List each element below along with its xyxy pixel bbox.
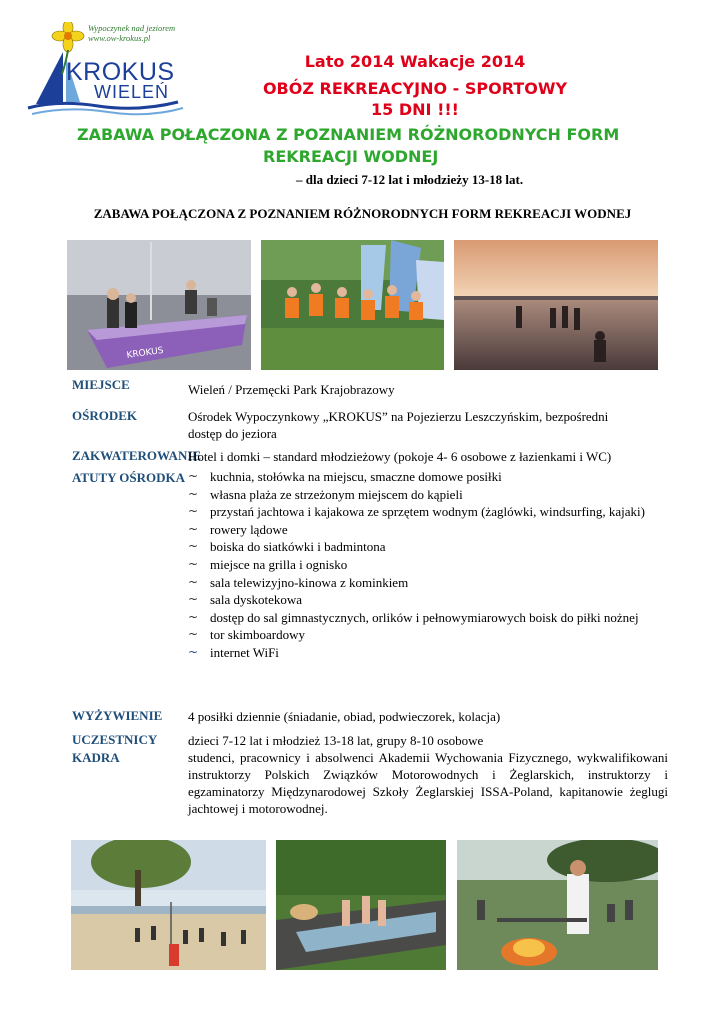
list-item: ~ sala telewizyjno-kinowa z kominkiem: [188, 574, 409, 590]
photo-sunset-lake: [454, 240, 658, 370]
heading-green-line2: REKREACJI WODNEJ: [263, 147, 439, 166]
logo-tagline: Wypoczynek nad jeziorem: [88, 23, 176, 33]
tilde-bullet-icon: ~: [188, 556, 199, 571]
photo-sailboat: [67, 240, 251, 370]
tilde-bullet-icon: ~: [188, 592, 199, 607]
logo-city: WIELEŃ: [94, 82, 170, 102]
svg-text:KROKUS: KROKUS: [126, 345, 165, 361]
tilde-bullet-icon: ~: [188, 644, 199, 659]
label-miejsce: MIEJSCE: [72, 377, 130, 392]
value-osrodek-line2: dostęp do jeziora: [188, 426, 277, 441]
amenities-list: [188, 468, 668, 662]
list-item: ~ rowery lądowe: [188, 521, 288, 537]
photo-beach-volleyball: [71, 840, 266, 970]
label-atuty: ATUTY OŚRODKA: [72, 470, 186, 485]
label-wyzywienie: WYŻYWIENIE: [72, 708, 163, 723]
age-range-subtitle: – dla dzieci 7-12 lat i młodzieży 13-18 lat.: [296, 172, 524, 187]
label-zakwaterowanie: ZAKWATEROWANIE: [72, 448, 202, 463]
photo-campfire-bbq: [457, 840, 658, 970]
list-item: ~ miejsce na grilla i ognisko: [188, 556, 348, 572]
list-item: ~ sala dyskotekowa: [188, 592, 303, 608]
label-uczestnicy: UCZESTNICY: [72, 732, 158, 747]
logo-brand: KROKUS: [66, 58, 175, 86]
tilde-bullet-icon: ~: [188, 539, 199, 554]
list-item: ~ tor skimboardowy: [188, 627, 305, 643]
list-item: ~ internet WiFi: [188, 644, 279, 660]
value-miejsce: Wieleń / Przemęcki Park Krajobrazowy: [188, 382, 395, 397]
tilde-bullet-icon: ~: [188, 469, 199, 483]
heading-camp-type: OBÓZ REKREACYJNO - SPORTOWY: [262, 79, 568, 98]
tilde-bullet-icon: ~: [188, 504, 199, 519]
photo-skimboard-track: [276, 840, 446, 970]
value-kadra: studenci, pracownicy i absolwenci Akademii Wychowania Fizycznego, wykwalifikowani instruktorzy Polskich Związków Motorowodnych i Żeglarskich, instruktorzy i egzaminatorzy Międzynarodowej Szkoły Żeglarskiej ISSA-Poland, kapitanowie żeglugi jachtowej i motorowodnej.: [188, 750, 668, 816]
label-kadra: KADRA: [72, 750, 120, 765]
value-osrodek-line1: Ośrodek Wypoczynkowy „KROKUS” na Pojezierzu Leszczyńskim, bezpośredni: [188, 409, 609, 424]
tilde-bullet-icon: ~: [188, 486, 199, 501]
tilde-bullet-icon: ~: [188, 609, 199, 624]
value-wyzywienie: 4 posiłki dziennie (śniadanie, obiad, podwieczorek, kolacja): [188, 709, 501, 724]
list-item: ~ własna plaża ze strzeżonym miejscem do kąpieli: [188, 486, 463, 502]
photo-group-lifejackets: [261, 240, 444, 370]
value-zakwaterowanie: Hotel i domki – standard młodzieżowy (pokoje 4- 6 osobowe z łazienkami i WC): [188, 449, 612, 464]
heading-green-line1: ZABAWA POŁĄCZONA Z POZNANIEM RÓŻNORODNYCH FORM: [77, 125, 620, 144]
label-osrodek: OŚRODEK: [72, 408, 138, 423]
tilde-bullet-icon: ~: [188, 574, 199, 589]
heading-season: Lato 2014 Wakacje 2014: [304, 52, 526, 71]
heading-duration: 15 DNI !!!: [371, 100, 459, 119]
logo-url: www.ow-krokus.pl: [88, 33, 151, 43]
section-title: ZABAWA POŁĄCZONA Z POZNANIEM RÓŻNORODNYCH FORM REKREACJI WODNEJ: [93, 206, 632, 221]
list-item: ~ kuchnia, stołówka na miejscu, smaczne domowe posiłki: [188, 469, 502, 484]
tilde-bullet-icon: ~: [188, 521, 199, 536]
value-uczestnicy: dzieci 7-12 lat i młodzież 13-18 lat, grupy 8-10 osobowe: [188, 733, 484, 748]
value-uczestnicy-kadra: [188, 732, 668, 817]
krokus-logo: [18, 22, 188, 122]
list-item: ~ dostęp do sal gimnastycznych, orlików i pełnowymiarowych boisk do piłki nożnej: [188, 609, 639, 625]
list-item: ~ boiska do siatkówki i badmintona: [188, 539, 386, 555]
tilde-bullet-icon: ~: [188, 627, 199, 642]
list-item: ~ przystań jachtowa i kajakowa ze sprzętem wodnym (żaglówki, windsurfing, kajaki): [188, 504, 645, 520]
